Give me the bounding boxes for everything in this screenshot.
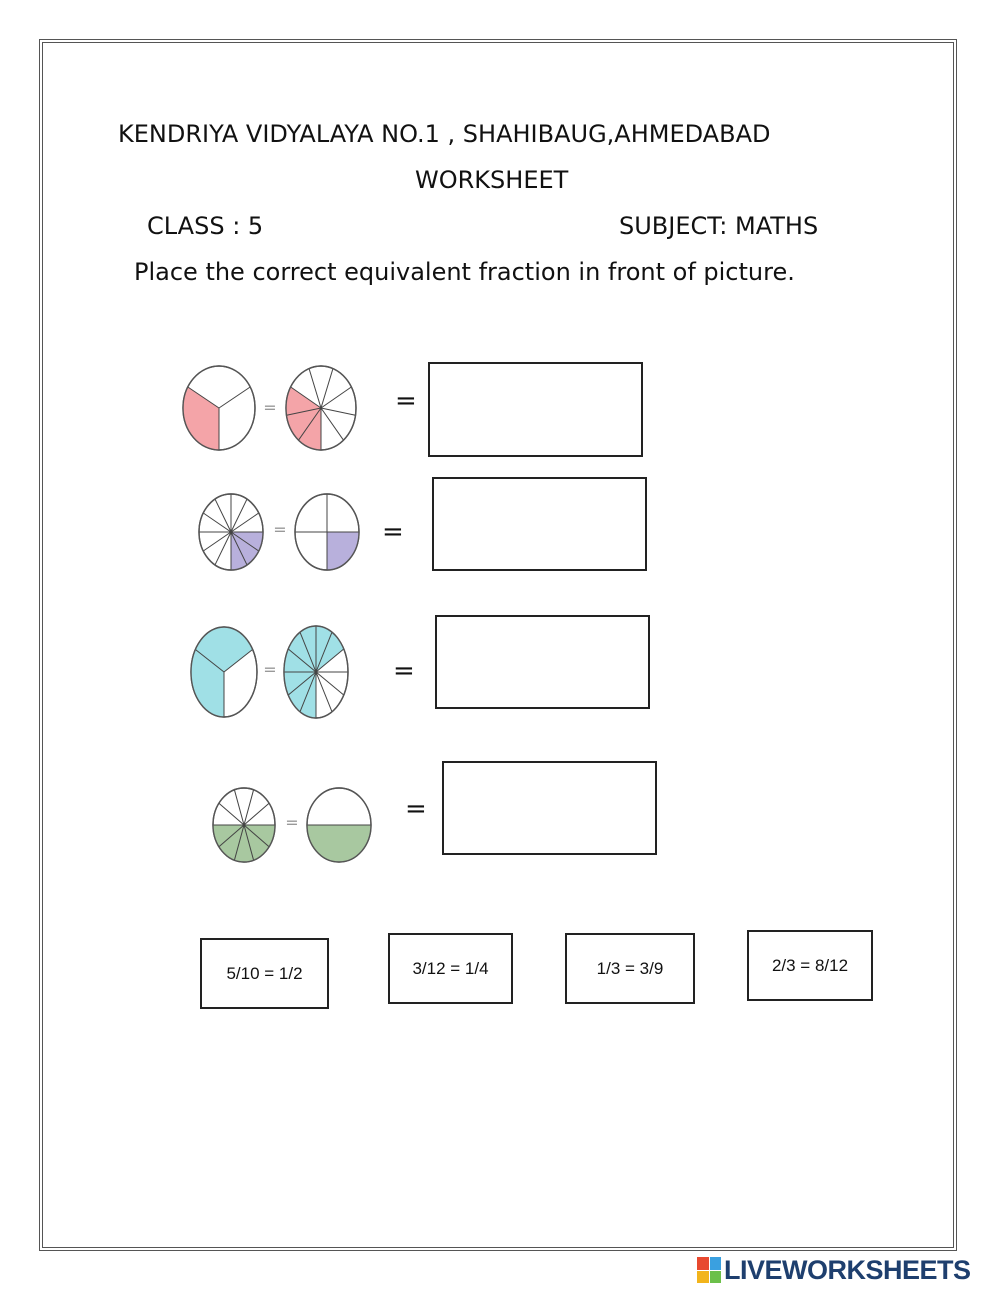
picture-equals-3: = bbox=[263, 660, 277, 679]
picture-equals-2: = bbox=[273, 520, 287, 539]
worksheet-title: WORKSHEET bbox=[415, 166, 569, 194]
option-card-1[interactable]: 5/10 = 1/2 bbox=[200, 938, 329, 1009]
answer-drop-box-3[interactable] bbox=[435, 615, 650, 709]
option-card-2[interactable]: 3/12 = 1/4 bbox=[388, 933, 513, 1004]
equals-sign-2: = bbox=[382, 517, 404, 547]
option-card-3[interactable]: 1/3 = 3/9 bbox=[565, 933, 695, 1004]
fraction-pie-4-right-shaded-part bbox=[307, 825, 371, 862]
liveworksheets-brand bbox=[697, 1254, 971, 1286]
brand-name: LIVEWORKSHEETS bbox=[724, 1254, 971, 1285]
option-card-4[interactable]: 2/3 = 8/12 bbox=[747, 930, 873, 1001]
liveworksheets-logo-icon bbox=[697, 1257, 721, 1283]
subject-label: SUBJECT: MATHS bbox=[619, 212, 819, 240]
equals-sign-3: = bbox=[393, 656, 415, 686]
school-name: KENDRIYA VIDYALAYA NO.1 , SHAHIBAUG,AHMEDABAD bbox=[118, 120, 771, 148]
picture-equals-1: = bbox=[263, 398, 277, 417]
class-label: CLASS : 5 bbox=[147, 212, 264, 240]
answer-drop-box-2[interactable] bbox=[432, 477, 647, 571]
equals-sign-1: = bbox=[395, 386, 417, 416]
instruction-text: Place the correct equivalent fraction in front of picture. bbox=[134, 258, 795, 286]
picture-equals-4: = bbox=[285, 813, 299, 832]
equals-sign-4: = bbox=[405, 794, 427, 824]
answer-drop-box-1[interactable] bbox=[428, 362, 643, 457]
answer-drop-box-4[interactable] bbox=[442, 761, 657, 855]
